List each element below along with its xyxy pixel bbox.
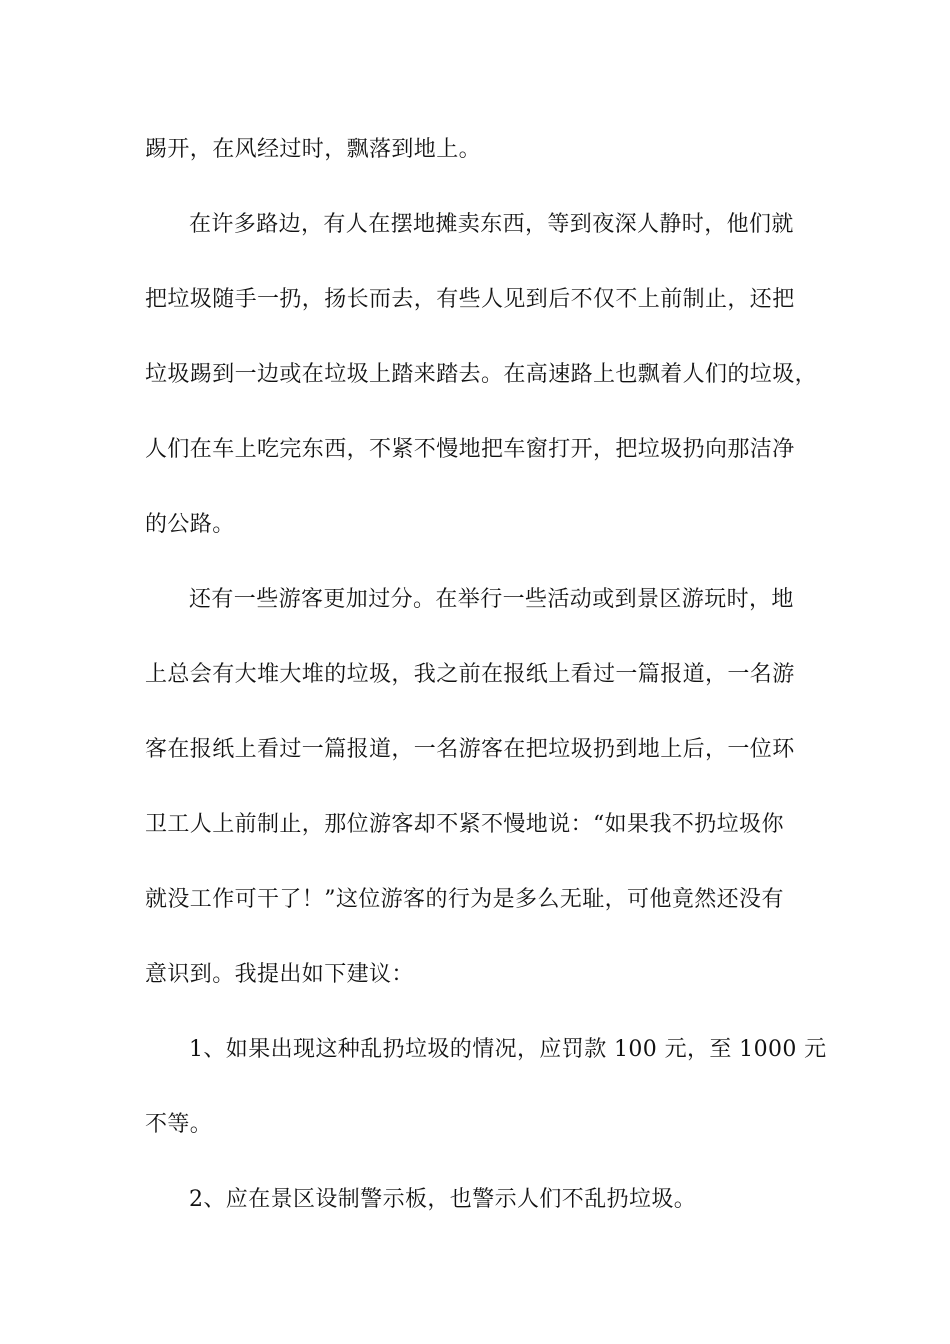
text-line: 人们在车上吃完东西，不紧不慢地把车窗打开，把垃圾扔向那洁净	[145, 437, 795, 462]
text-line: 客在报纸上看过一篇报道，一名游客在把垃圾扔到地上后，一位环	[145, 737, 795, 762]
text-line: 不等。	[145, 1112, 213, 1137]
text-line: 意识到。我提出如下建议：	[145, 962, 414, 987]
text-line: 的公路。	[145, 512, 235, 537]
text-line: 垃圾踢到一边或在垃圾上踏来踏去。在高速路上也飘着人们的垃圾，	[145, 362, 818, 387]
list-item-line: 2、应在景区设制警示板，也警示人们不乱扔垃圾。	[189, 1187, 697, 1212]
paragraph-line: 在许多路边，有人在摆地摊卖东西，等到夜深人静时，他们就	[189, 212, 794, 237]
text-line: 上总会有大堆大堆的垃圾，我之前在报纸上看过一篇报道，一名游	[145, 662, 795, 687]
text-line: 就没工作可干了！”这位游客的行为是多么无耻，可他竟然还没有	[145, 887, 784, 912]
text-line: 把垃圾随手一扔，扬长而去，有些人见到后不仅不上前制止，还把	[145, 287, 795, 312]
list-item-line: 1、如果出现这种乱扔垃圾的情况，应罚款 100 元，至 1000 元	[189, 1037, 827, 1062]
text-line: 踢开，在风经过时，飘落到地上。	[145, 137, 482, 162]
text-line: 卫工人上前制止，那位游客却不紧不慢地说：“如果我不扔垃圾你	[145, 812, 784, 837]
paragraph-line: 还有一些游客更加过分。在举行一些活动或到景区游玩时，地	[189, 587, 794, 612]
